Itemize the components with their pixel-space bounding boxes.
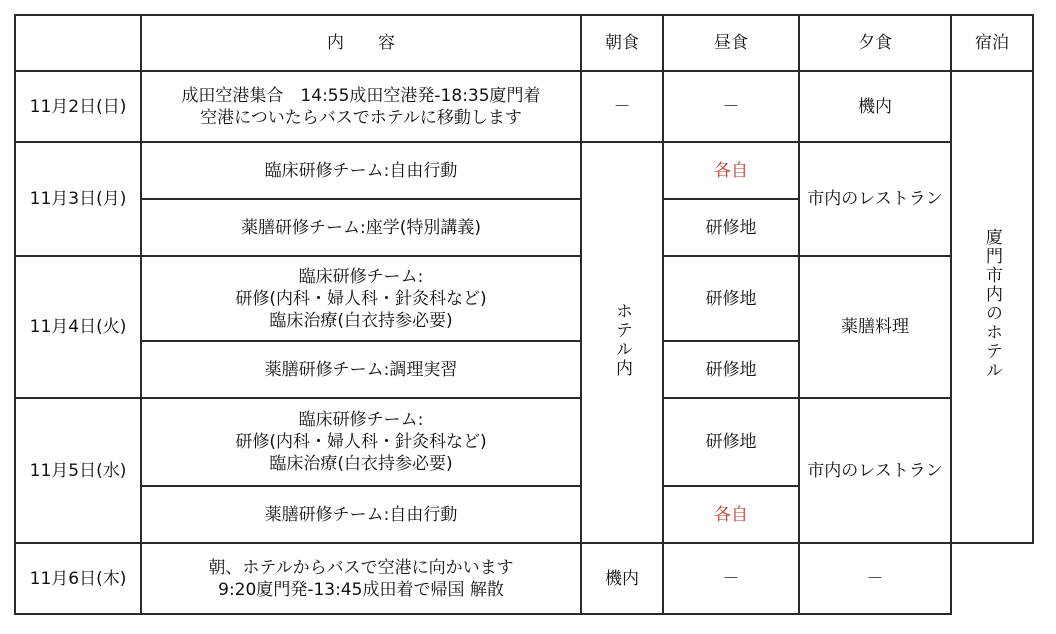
- header-lodging: 宿泊: [951, 15, 1033, 71]
- lunch-cell: 各自: [663, 486, 799, 543]
- table-row: [15, 256, 1033, 341]
- content-cell: 薬膳研修チーム:調理実習: [141, 341, 581, 398]
- dinner-cell: 薬膳料理: [799, 256, 951, 398]
- content-cell: 薬膳研修チーム:座学(特別講義): [141, 199, 581, 256]
- date-cell: 11月4日(火): [15, 256, 141, 398]
- lodging-cell: －: [799, 543, 951, 614]
- header-content: 内容: [141, 15, 581, 71]
- date-cell: 11月3日(月): [15, 142, 141, 256]
- lunch-cell: 研修地: [663, 199, 799, 256]
- lunch-cell: 研修地: [663, 341, 799, 398]
- date-cell: 11月2日(日): [15, 71, 141, 142]
- header-dinner: 夕食: [799, 15, 951, 71]
- lunch-cell: 研修地: [663, 256, 799, 341]
- table-row: [15, 543, 1033, 614]
- breakfast-cell: －: [581, 71, 663, 142]
- content-cell: 臨床研修チーム: 研修(内科・婦人科・針灸科など) 臨床治療(白衣持参必要): [141, 398, 581, 486]
- dinner-cell: 機内: [799, 71, 951, 142]
- lunch-cell: 各自: [663, 142, 799, 199]
- dinner-cell: 市内のレストラン: [799, 398, 951, 543]
- breakfast-merged-cell: ホテル内: [581, 142, 663, 543]
- dinner-cell: 市内のレストラン: [799, 142, 951, 256]
- lunch-cell: 研修地: [663, 398, 799, 486]
- lunch-cell: 機内: [581, 543, 663, 614]
- table-row: [15, 142, 1033, 199]
- content-cell: 臨床研修チーム: 研修(内科・婦人科・針灸科など) 臨床治療(白衣持参必要): [141, 256, 581, 341]
- content-cell: 臨床研修チーム:自由行動: [141, 142, 581, 199]
- lunch-cell: －: [663, 71, 799, 142]
- header-date: [15, 15, 141, 71]
- date-cell: 11月5日(水): [15, 398, 141, 543]
- header-lunch: 昼食: [663, 15, 799, 71]
- table-row: [15, 398, 1033, 486]
- dinner-cell: －: [663, 543, 799, 614]
- content-cell: 朝、ホテルからバスで空港に向かいます 9:20廈門発-13:45成田着で帰国 解散: [141, 543, 581, 614]
- table-row: [15, 71, 1033, 142]
- content-cell: 成田空港集合 14:55成田空港発-18:35廈門着 空港についたらバスでホテルに移動します: [141, 71, 581, 142]
- content-cell: 薬膳研修チーム:自由行動: [141, 486, 581, 543]
- date-cell: 11月6日(木): [15, 543, 141, 614]
- header-breakfast: 朝食: [581, 15, 663, 71]
- schedule-table: [14, 14, 1034, 615]
- header-row: [15, 15, 1033, 71]
- lodging-merged-cell: 廈門市内のホテル: [951, 71, 1033, 543]
